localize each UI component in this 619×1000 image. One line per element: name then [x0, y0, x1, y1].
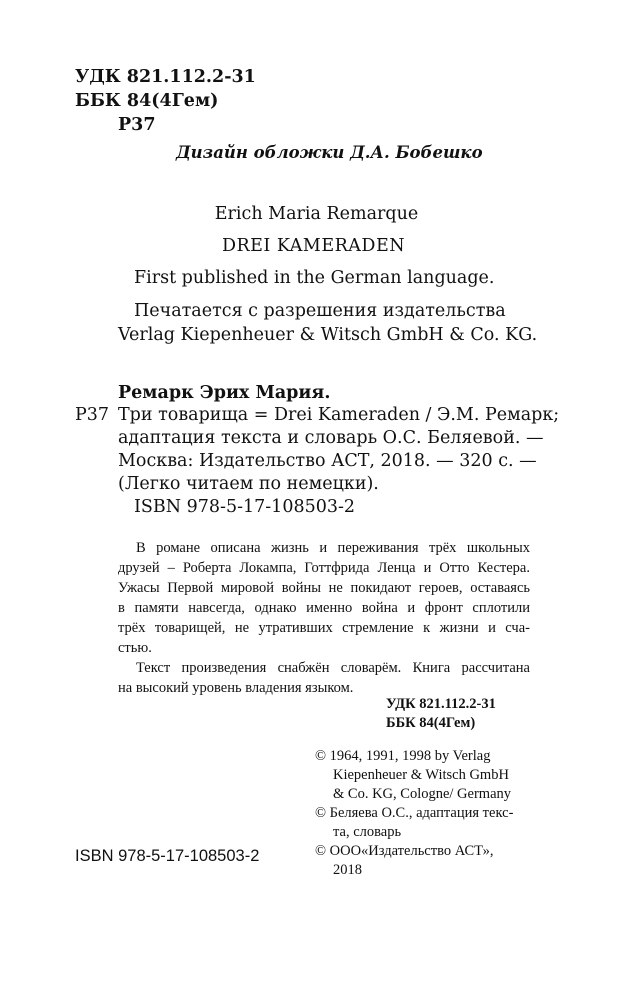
- permission-line-2: Verlag Kiepenheuer & Witsch GmbH & Co. KG.: [118, 325, 538, 345]
- annotation-line: В романе описана жизнь и переживания трёх школьных: [136, 540, 530, 556]
- annotation: [118, 538, 530, 698]
- annotation-line: Ужасы Первой мировой войны не покидают героев, оставаясь: [118, 580, 530, 596]
- bbk-code: ББК 84(4Гем): [75, 91, 219, 111]
- bibliographic-line-1: Три товарища = Drei Kameraden / Э.М. Ремарк;: [118, 405, 560, 425]
- original-author: Erich Maria Remarque: [214, 204, 419, 224]
- copyright-line: © Беляева О.С., адаптация текс-: [315, 805, 514, 821]
- bibliographic-line-4: (Легко читаем по немецки).: [118, 474, 379, 494]
- author-mark: Р37: [118, 115, 156, 135]
- copyright-line: 2018: [333, 862, 362, 878]
- copyright-line: & Co. KG, Cologne/ Germany: [333, 786, 512, 802]
- copyright-line: © 1964, 1991, 1998 by Verlag: [315, 748, 491, 764]
- bibliographic-author-heading: Ремарк Эрих Мария.: [118, 383, 331, 403]
- annotation-line: Текст произведения снабжён словарём. Книга рассчитана: [136, 660, 530, 676]
- bibliographic-line-3: Москва: Издательство АСТ, 2018. — 320 с. —: [118, 451, 537, 471]
- udk-code-small: УДК 821.112.2-31: [386, 696, 496, 712]
- original-title: DREI KAMERADEN: [221, 236, 406, 256]
- udk-code: УДК 821.112.2-31: [75, 67, 256, 87]
- annotation-line: друзей – Роберта Локампа, Готтфрида Ленца и Отто Кестера.: [118, 560, 530, 576]
- annotation-line: трёх товарищей, не утративших стремление к жизни и сча-: [118, 620, 530, 636]
- copyright-line: © ООО«Издательство АСТ»,: [315, 843, 494, 859]
- cover-design-credit: Дизайн обложки Д.А. Бобешко: [176, 143, 483, 162]
- bibliographic-isbn: ISBN 978-5-17-108503-2: [134, 497, 356, 517]
- annotation-line: стью.: [118, 640, 152, 656]
- copyright-line: та, словарь: [333, 824, 402, 840]
- annotation-line: на высокий уровень владения языком.: [118, 680, 354, 696]
- permission-line-1: Печатается с разрешения издательства: [134, 301, 506, 321]
- copyright-line: Kiepenheuer & Witsch GmbH: [333, 767, 509, 783]
- annotation-line: в памяти навсегда, однако именно война и фронт сплотили: [118, 600, 530, 616]
- bibliographic-line-2: адаптация текста и словарь О.С. Беляевой. —: [118, 428, 544, 448]
- isbn-bottom: ISBN 978-5-17-108503-2: [75, 847, 260, 865]
- bbk-code-small: ББК 84(4Гем): [386, 715, 476, 731]
- first-published: First published in the German language.: [134, 268, 495, 288]
- bibliographic-mark: Р37: [75, 405, 110, 425]
